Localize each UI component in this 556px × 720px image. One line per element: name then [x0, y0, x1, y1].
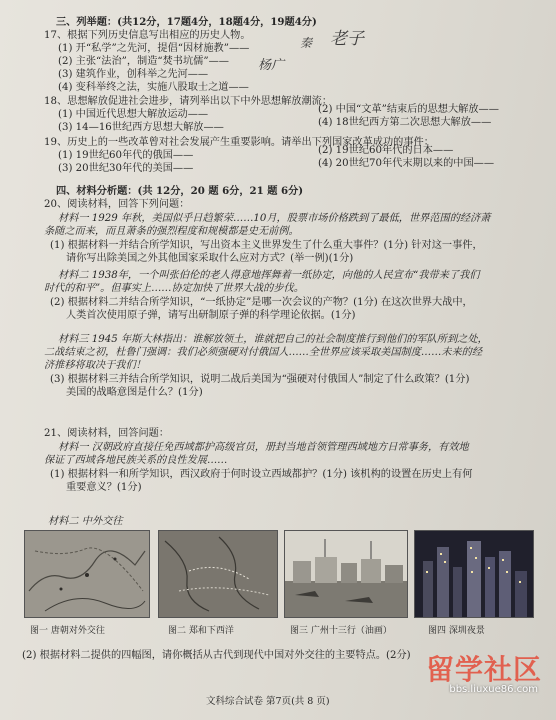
- q17-handwritten-answer-1: 老子: [330, 29, 364, 49]
- q20-stem: 20、阅读材料，回答下列问题：: [44, 199, 190, 210]
- q21-question2: (2) 根据材料二提供的四幅图，请你概括从古代到现代中国对外交往的主要特点。(2分): [22, 650, 411, 661]
- q18-stem: 18、思想解放促进社会进步，请列举出以下中外思想解放潮流：: [44, 96, 333, 107]
- q19-right-1: (2) 19世纪60年代的日本——: [318, 145, 454, 156]
- page-footer: 文科综合试卷 第7页(共 8 页): [206, 696, 330, 707]
- zheng-he-voyages-map-image: [158, 530, 278, 618]
- q19-stem: 19、历史上的一些改革曾对社会发展产生重要影响。请举出下列国家改革成功的事件：: [44, 137, 434, 148]
- q18-right-2: (4) 18世纪西方第二次思想大解放——: [318, 117, 492, 128]
- q21-material1-line2: 保证了西域各地民族关系的良性发展……: [44, 455, 228, 466]
- q20-material3-line2: 二战结束之初，杜鲁门强调：我们必须强硬对付俄国人……全世界应该采取美国制度……未来的经: [44, 347, 483, 358]
- q20-material3-line3: 济推移将取决于我们！: [44, 360, 146, 371]
- q20-question3-line1: (3) 根据材料三并结合所学知识，说明二战后美国为“强硬对付俄国人”制定了什么政策？(1分): [50, 374, 470, 385]
- q21-material2-title: 材料二 中外交往: [48, 516, 123, 527]
- canton-thirteen-factories-painting-image: [284, 530, 408, 618]
- q18-right-1: (2) 中国“文革”结束后的思想大解放——: [318, 104, 499, 115]
- q20-material1-line1: 材料一 1929 年秋，美国似乎日趋繁荣……10月，股票市场价格跌到了最低，世界范围的经济萧: [58, 213, 491, 224]
- q17-handwritten-answer-2: 秦: [300, 36, 313, 50]
- q21-stem: 21、阅读材料，回答问题：: [44, 428, 170, 439]
- q21-question1-line2: 重要意义？(1分): [66, 482, 142, 493]
- q19-left-2: (3) 20世纪30年代的美国——: [58, 163, 194, 174]
- q17-stem: 17、根据下列历史信息写出相应的历史人物。: [44, 30, 251, 41]
- q20-question1-line1: (1) 根据材料一并结合所学知识，写出资本主义世界发生了什么重大事件？(1分) 针对这一事件，: [50, 240, 483, 251]
- tang-foreign-relations-map-image: [24, 530, 150, 618]
- q21-material1-line1: 材料一 汉朝政府直接任免西域都护高级官员，册封当地首领管理西域地方日常事务，有效地: [58, 442, 469, 453]
- q20-question3-line2: 美国的战略意图是什么？(1分): [66, 387, 203, 398]
- section3-heading: 三、列举题：(共12分，17题4分，18题4分，19题4分): [56, 16, 317, 28]
- shenzhen-night-view-image: [414, 530, 534, 618]
- q17-item-4: (4) 变科举终之法，实施八股取士之道——: [58, 82, 249, 93]
- watermark-title: 留学社区: [425, 653, 542, 686]
- caption-figure-2: 图二 郑和下西洋: [168, 626, 234, 636]
- q17-item-3: (3) 建筑作业，创科举之先河——: [58, 69, 209, 80]
- q20-material2-line2: 时代的和平”。但事实上……协定加快了世界大战的步伐。: [44, 283, 304, 294]
- q19-right-2: (4) 20世纪70年代末期以来的中国——: [318, 158, 495, 169]
- q20-question1-line2: 请你写出除美国之外其他国家采取什么应对方式？(举一例)(1分): [66, 253, 354, 264]
- site-watermark: [412, 648, 542, 702]
- q19-left-1: (1) 19世纪60年代的俄国——: [58, 150, 194, 161]
- q20-material1-line2: 条随之而来，而且萧条的强烈程度和规模都是史无前例。: [44, 226, 299, 237]
- caption-figure-1: 图一 唐朝对外交往: [30, 626, 105, 636]
- section4-heading: 四、材料分析题：(共 12分，20 题 6分，21 题 6分): [56, 185, 304, 197]
- q20-question2-line2: 人类首次使用原子弹，请写出研制原子弹的科学理论依据。(1分): [66, 310, 356, 321]
- q20-question2-line1: (2) 根据材料二并结合所学知识，“一纸协定”是哪一次会议的产物？(1分) 在这次世界大战中，: [50, 297, 473, 308]
- caption-figure-3: 图三 广州十三行（油画）: [290, 626, 392, 636]
- q18-left-2: (3) 14—16世纪西方思想大解放——: [58, 122, 224, 133]
- q21-question1-line1: (1) 根据材料一和所学知识，西汉政府于何时设立西域都护？(1分) 该机构的设置在历史上有何: [50, 469, 473, 480]
- q20-material3-line1: 材料三 1945 年斯大林指出：谁解放领土，谁就把自己的社会制度推行到他们的军队所到之处，: [58, 334, 488, 345]
- watermark-url: bbs.liuxue86.com: [449, 684, 538, 695]
- caption-figure-4: 图四 深圳夜景: [428, 626, 485, 636]
- q20-material2-line1: 材料二 1938年，一个叫张伯伦的老人得意地挥舞着一纸协定，向他的人民宣布“我带来了我们: [58, 270, 480, 281]
- q18-left-1: (1) 中国近代思想大解放运动——: [58, 109, 209, 120]
- q17-item-1: (1) 开“私学”之先河，提倡“因材施教”——: [58, 43, 250, 54]
- q17-handwritten-answer-3: 杨广: [258, 58, 285, 73]
- q17-item-2: (2) 主张“法治”，制造“焚书坑儒”——: [58, 56, 229, 67]
